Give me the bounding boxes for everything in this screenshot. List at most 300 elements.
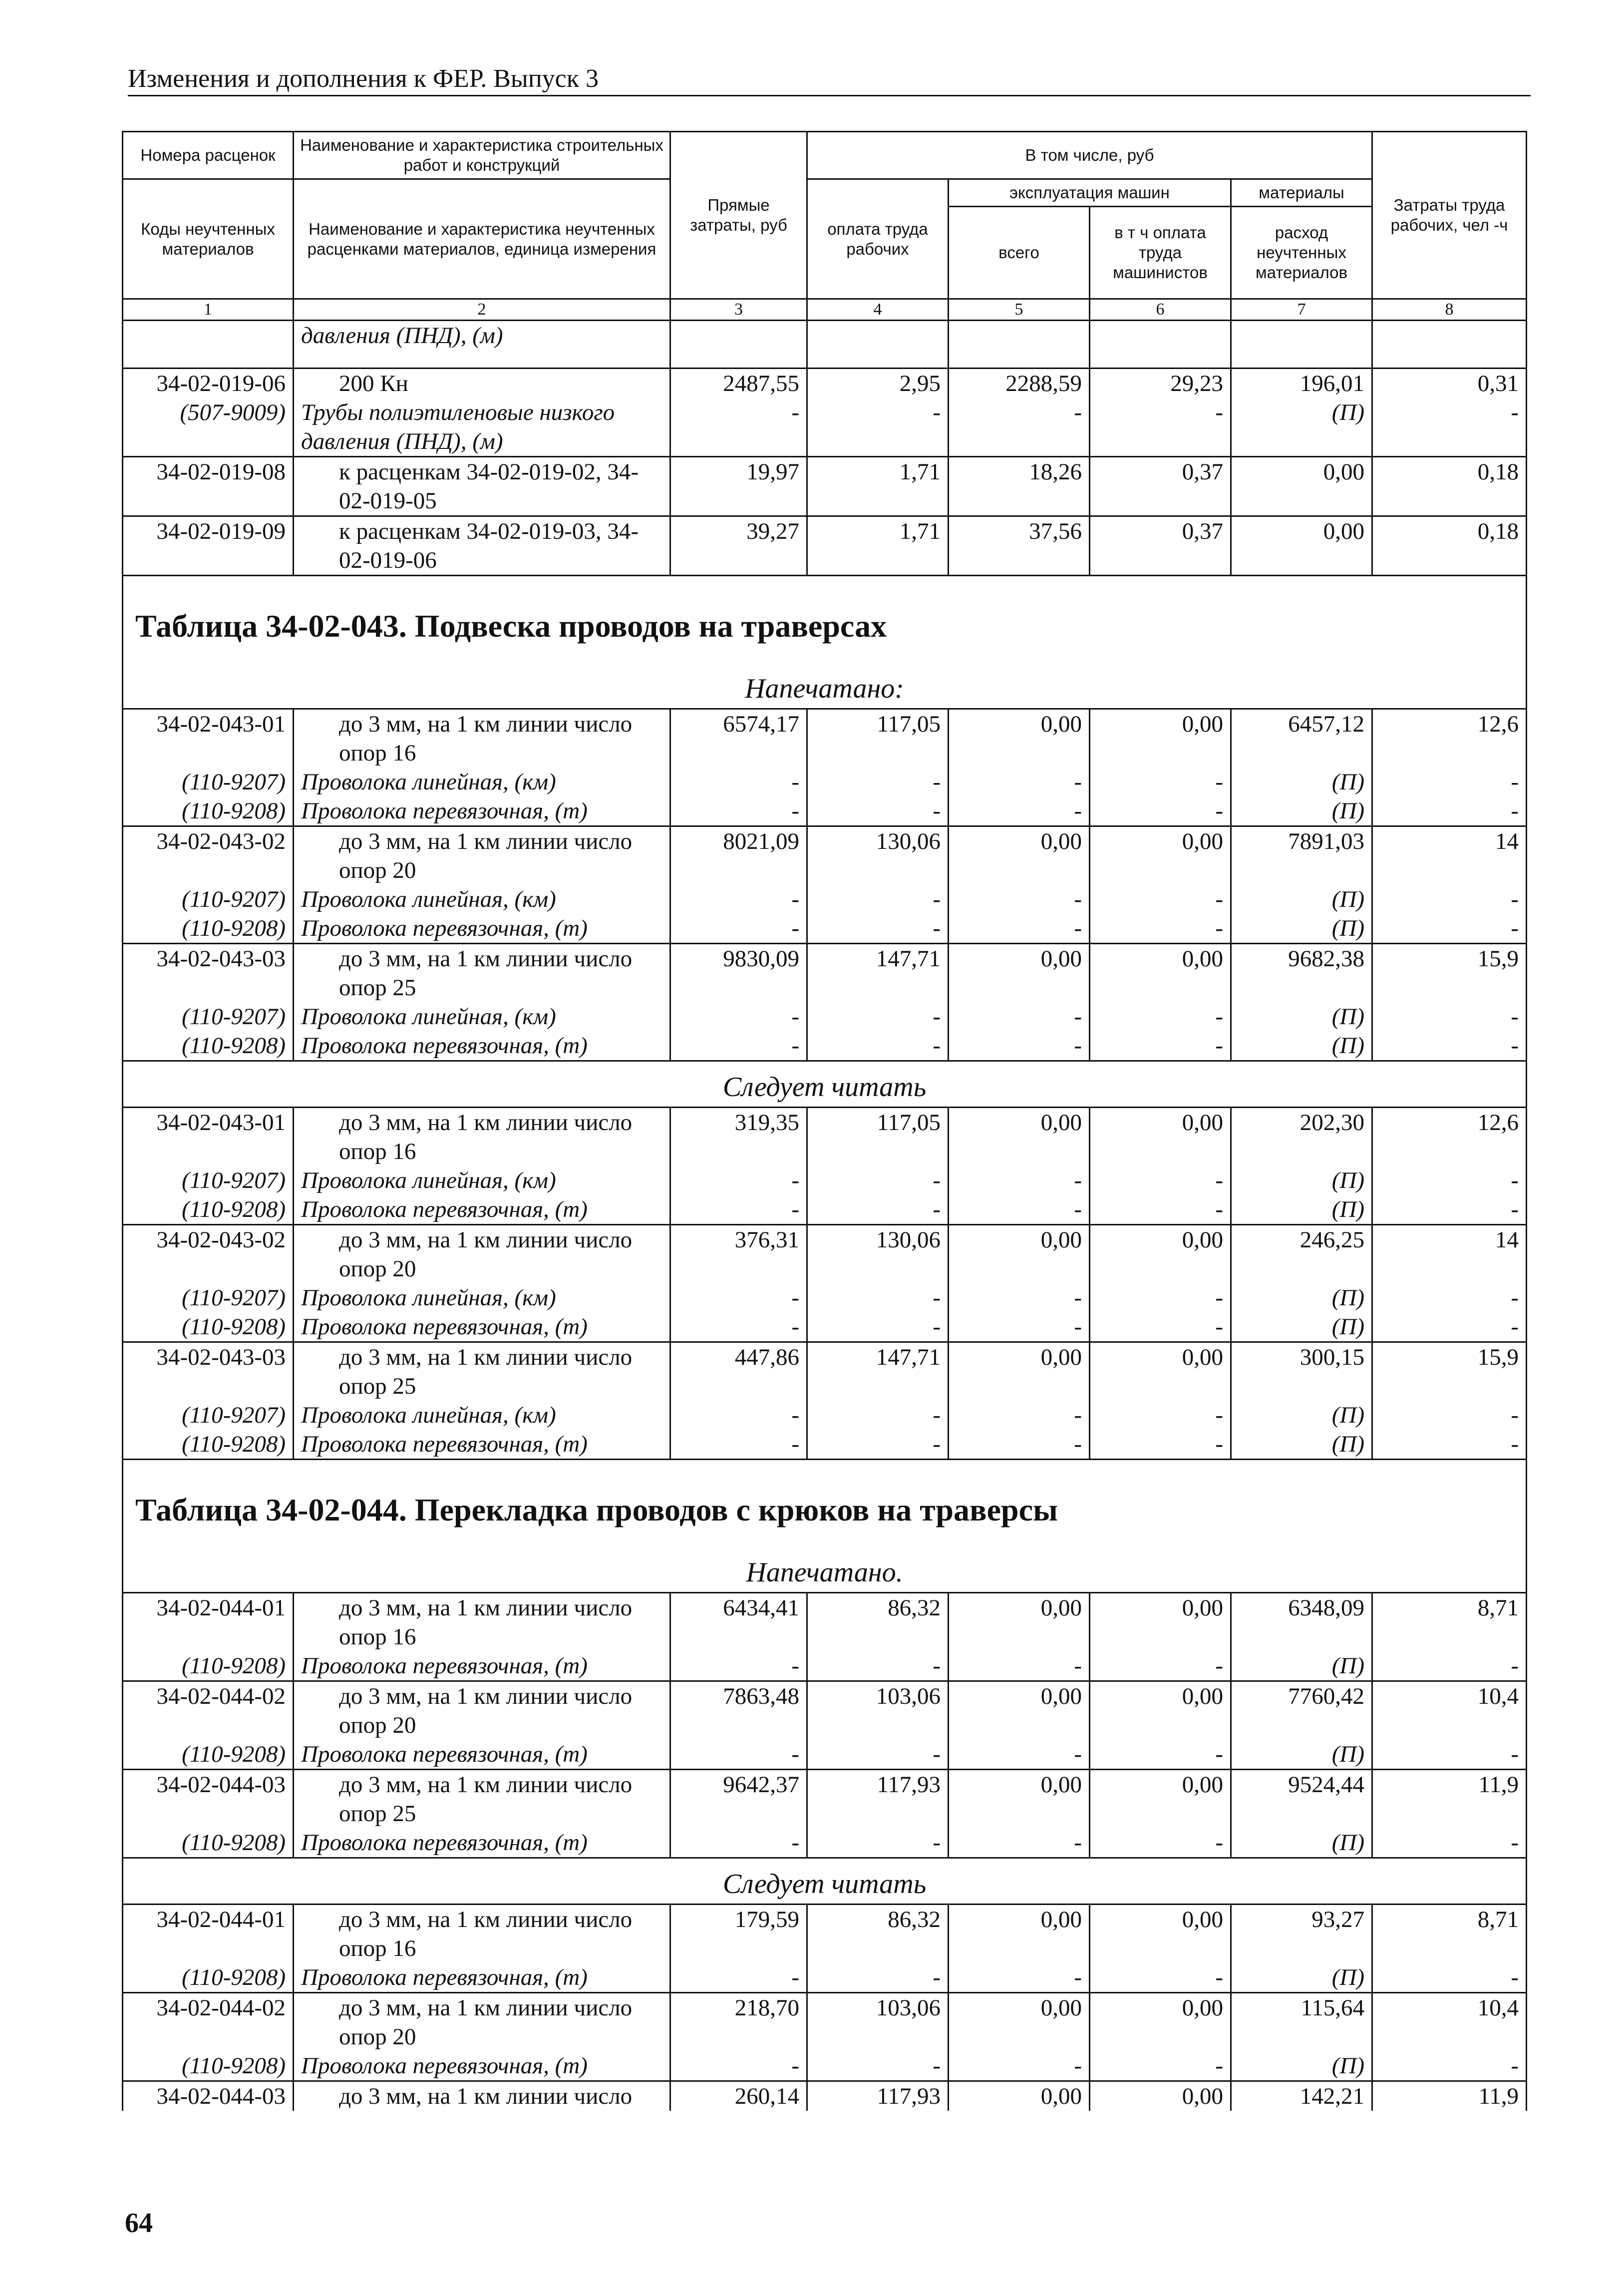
machines-total: 0,00	[949, 1905, 1090, 1963]
material-code: (110-9208)	[123, 1195, 294, 1225]
labor-hours-header: Затраты труда рабочих, чел -ч	[1372, 132, 1527, 299]
machines-total: -	[949, 1195, 1090, 1225]
material-name: Проволока перевязочная, (т)	[294, 1651, 670, 1681]
operators-pay: -	[1090, 1031, 1231, 1061]
section-title: Таблица 34-02-044. Перекладка проводов с крюков на траверсы	[135, 1492, 1058, 1528]
labor-hours: -	[1372, 1963, 1527, 1993]
col-number: 2	[294, 299, 670, 321]
material-code: (110-9207)	[123, 1283, 294, 1312]
labor-pay: -	[807, 1430, 949, 1460]
machines-header: эксплуатация машин	[949, 179, 1231, 207]
labor-hours: 15,9	[1372, 944, 1527, 1003]
direct-costs: -	[670, 767, 807, 796]
material-code: (110-9208)	[123, 914, 294, 944]
table-row	[123, 398, 1527, 457]
direct-costs: -	[670, 914, 807, 944]
direct-costs: 39,27	[670, 516, 807, 576]
operators-pay: -	[1090, 398, 1231, 457]
labor-hours: -	[1372, 796, 1527, 826]
materials-cost: 6348,09	[1231, 1593, 1372, 1652]
rate-name: к расценкам 34-02-019-03, 34-02-019-06	[294, 516, 670, 576]
operators-pay: -	[1090, 1166, 1231, 1195]
operators-pay: 0,00	[1090, 1681, 1231, 1740]
materials-cost: (П)	[1231, 1740, 1372, 1770]
materials-cost: 142,21	[1231, 2081, 1372, 2111]
materials-cost: (П)	[1231, 1312, 1372, 1342]
read-label: Следует читать	[722, 1869, 927, 1900]
machines-total: -	[949, 1651, 1090, 1681]
table-row	[123, 1108, 1527, 1166]
materials-cost: 246,25	[1231, 1225, 1372, 1284]
machines-total: -	[949, 1828, 1090, 1858]
labor-pay: -	[807, 1031, 949, 1061]
labor-pay: -	[807, 1963, 949, 1993]
labor-hours: -	[1372, 1740, 1527, 1770]
col1-top-header: Номера расценок	[123, 132, 294, 179]
machines-total: 0,00	[949, 1108, 1090, 1166]
direct-costs: -	[670, 796, 807, 826]
rate-name: к расценкам 34-02-019-02, 34-02-019-05	[294, 457, 670, 516]
labor-pay: -	[807, 1651, 949, 1681]
materials-header: материалы	[1231, 179, 1372, 207]
table-row	[123, 767, 1527, 796]
t044-read-body	[123, 1905, 1527, 2111]
rate-name: до 3 мм, на 1 км линии число опор 16	[294, 1593, 670, 1652]
labor-hours: -	[1372, 1312, 1527, 1342]
operators-pay: 0,00	[1090, 1225, 1231, 1284]
direct-costs: -	[670, 1312, 807, 1342]
direct-costs: 376,31	[670, 1225, 807, 1284]
materials-cost: (П)	[1231, 1828, 1372, 1858]
table-row	[123, 826, 1527, 885]
labor-pay: -	[807, 398, 949, 457]
material-name: Проволока линейная, (км)	[294, 1002, 670, 1031]
material-code: (110-9208)	[123, 1963, 294, 1993]
direct-costs: -	[670, 885, 807, 914]
machines-total: -	[949, 767, 1090, 796]
operators-pay: -	[1090, 914, 1231, 944]
table-row	[123, 1225, 1527, 1284]
table-row	[123, 1651, 1527, 1681]
table-row	[123, 1312, 1527, 1342]
machines-total: -	[949, 2051, 1090, 2081]
rate-code: 34-02-044-02	[123, 1681, 294, 1740]
labor-hours: -	[1372, 1828, 1527, 1858]
machines-total: -	[949, 1740, 1090, 1770]
page-header: Изменения и дополнения к ФЕР. Выпуск 3	[128, 64, 1531, 96]
operators-pay: -	[1090, 1312, 1231, 1342]
machines-total: -	[949, 1031, 1090, 1061]
t044-printed-body	[123, 1593, 1527, 1858]
section-row	[123, 1460, 1527, 1593]
direct-costs: 8021,09	[670, 826, 807, 885]
operators-pay: 0,00	[1090, 826, 1231, 885]
labor-pay: -	[807, 796, 949, 826]
col1-bottom-header: Коды неучтенных материалов	[123, 179, 294, 299]
labor-pay: -	[807, 2051, 949, 2081]
material-code: (110-9207)	[123, 1002, 294, 1031]
labor-pay: 86,32	[807, 1905, 949, 1963]
material-code: (110-9208)	[123, 1430, 294, 1460]
direct-costs: -	[670, 398, 807, 457]
materials-cost: (П)	[1231, 914, 1372, 944]
labor-pay: -	[807, 1002, 949, 1031]
direct-costs: -	[670, 1430, 807, 1460]
table-row	[123, 516, 1527, 576]
direct-costs: -	[670, 1963, 807, 1993]
labor-hours: 8,71	[1372, 1905, 1527, 1963]
machines-total: -	[949, 1002, 1090, 1031]
materials-cost: (П)	[1231, 1963, 1372, 1993]
operators-pay: -	[1090, 767, 1231, 796]
material-name: Проволока перевязочная, (т)	[294, 1828, 670, 1858]
col-number: 1	[123, 299, 294, 321]
labor-pay: 117,93	[807, 1770, 949, 1829]
rate-name: до 3 мм, на 1 км линии число опор 20	[294, 1993, 670, 2052]
table-row	[123, 457, 1527, 516]
material-name: Проволока перевязочная, (т)	[294, 1312, 670, 1342]
materials-cost: 7760,42	[1231, 1681, 1372, 1740]
machines-total: 18,26	[949, 457, 1090, 516]
direct-costs-header: Прямые затраты, руб	[670, 132, 807, 299]
direct-costs: 319,35	[670, 1108, 807, 1166]
machines-total: -	[949, 398, 1090, 457]
materials-cost: 196,01	[1231, 369, 1372, 398]
labor-hours: -	[1372, 1166, 1527, 1195]
materials-cost: (П)	[1231, 1401, 1372, 1430]
material-code: (110-9208)	[123, 1740, 294, 1770]
materials-cost: 9682,38	[1231, 944, 1372, 1003]
labor-hours: -	[1372, 2051, 1527, 2081]
labor-pay: -	[807, 1166, 949, 1195]
labor-hours: -	[1372, 885, 1527, 914]
col-number: 6	[1090, 299, 1231, 321]
rate-name: до 3 мм, на 1 км линии число опор 16	[294, 1905, 670, 1963]
labor-hours: 0,31	[1372, 369, 1527, 398]
rate-code: 34-02-019-08	[123, 457, 294, 516]
labor-hours: 8,71	[1372, 1593, 1527, 1652]
operators-pay: -	[1090, 1963, 1231, 1993]
material-name: Проволока линейная, (км)	[294, 1283, 670, 1312]
operators-pay: -	[1090, 796, 1231, 826]
labor-hours: 10,4	[1372, 1993, 1527, 2052]
labor-hours: -	[1372, 1031, 1527, 1061]
labor-pay: 130,06	[807, 826, 949, 885]
col-number: 3	[670, 299, 807, 321]
labor-pay: -	[807, 1828, 949, 1858]
materials-cost: 0,00	[1231, 457, 1372, 516]
operators-pay: 0,00	[1090, 1905, 1231, 1963]
page-number: 64	[125, 2208, 153, 2239]
materials-consumption-header: расход неучтенных материалов	[1231, 207, 1372, 299]
machines-total: 2288,59	[949, 369, 1090, 398]
section-row	[123, 1061, 1527, 1108]
direct-costs: -	[670, 1195, 807, 1225]
col2-top-header: Наименование и характеристика строительных работ и конструкций	[294, 132, 670, 179]
labor-hours: 11,9	[1372, 2081, 1527, 2111]
operators-pay: 0,00	[1090, 2081, 1231, 2111]
in-total-header: В том числе, руб	[807, 132, 1372, 179]
direct-costs: -	[670, 1828, 807, 1858]
materials-cost: (П)	[1231, 1283, 1372, 1312]
labor-hours: 15,9	[1372, 1342, 1527, 1401]
operators-pay: 0,00	[1090, 709, 1231, 768]
rate-name: до 3 мм, на 1 км линии число	[294, 2081, 670, 2111]
material-name: Проволока линейная, (км)	[294, 767, 670, 796]
rate-name: до 3 мм, на 1 км линии число опор 20	[294, 1225, 670, 1284]
table-row	[123, 796, 1527, 826]
machines-total: -	[949, 796, 1090, 826]
rate-code: 34-02-044-01	[123, 1593, 294, 1652]
material-name: Проволока линейная, (км)	[294, 1401, 670, 1430]
machines-total: 0,00	[949, 1225, 1090, 1284]
table-row	[123, 321, 1527, 369]
material-name: Проволока линейная, (км)	[294, 885, 670, 914]
printed-label: Напечатано.	[746, 1557, 903, 1588]
direct-costs: -	[670, 2051, 807, 2081]
estimates-table	[122, 131, 1527, 2111]
operators-pay: -	[1090, 1401, 1231, 1430]
operators-pay: 0,00	[1090, 1770, 1231, 1829]
direct-costs: -	[670, 1002, 807, 1031]
material-code: (110-9208)	[123, 1828, 294, 1858]
materials-cost: 6457,12	[1231, 709, 1372, 768]
materials-cost: (П)	[1231, 767, 1372, 796]
materials-cost: (П)	[1231, 1430, 1372, 1460]
labor-pay: -	[807, 1283, 949, 1312]
materials-cost: (П)	[1231, 398, 1372, 457]
machines-total: -	[949, 1401, 1090, 1430]
direct-costs: 6574,17	[670, 709, 807, 768]
table-row	[123, 2081, 1527, 2111]
rate-code: 34-02-044-03	[123, 2081, 294, 2111]
labor-hours: 11,9	[1372, 1770, 1527, 1829]
labor-pay: 117,05	[807, 1108, 949, 1166]
table-row	[123, 914, 1527, 944]
material-name: Проволока перевязочная, (т)	[294, 1740, 670, 1770]
operators-pay: -	[1090, 1651, 1231, 1681]
direct-costs: 9830,09	[670, 944, 807, 1003]
labor-hours: 14	[1372, 826, 1527, 885]
direct-costs: 9642,37	[670, 1770, 807, 1829]
labor-hours: 0,18	[1372, 516, 1527, 576]
materials-cost: (П)	[1231, 796, 1372, 826]
materials-cost: 9524,44	[1231, 1770, 1372, 1829]
operators-pay: 0,00	[1090, 1342, 1231, 1401]
rate-code: 34-02-043-03	[123, 1342, 294, 1401]
table-row	[123, 1993, 1527, 2052]
table-row	[123, 1342, 1527, 1401]
direct-costs: -	[670, 1401, 807, 1430]
col-number: 8	[1372, 299, 1527, 321]
section-row	[123, 1858, 1527, 1905]
t043-read-body	[123, 1108, 1527, 1460]
direct-costs: 260,14	[670, 2081, 807, 2111]
labor-hours: -	[1372, 1430, 1527, 1460]
rate-code: 34-02-043-03	[123, 944, 294, 1003]
labor-pay: 103,06	[807, 1681, 949, 1740]
table-header	[123, 132, 1527, 321]
machines-total: 0,00	[949, 826, 1090, 885]
materials-cost: 115,64	[1231, 1993, 1372, 2052]
table-row	[123, 1681, 1527, 1740]
operators-pay: 0,00	[1090, 1108, 1231, 1166]
direct-costs: 19,97	[670, 457, 807, 516]
machines-total: -	[949, 885, 1090, 914]
table-row	[123, 1002, 1527, 1031]
machines-total: -	[949, 1963, 1090, 1993]
materials-cost: 7891,03	[1231, 826, 1372, 885]
machines-total: 0,00	[949, 944, 1090, 1003]
read-label: Следует читать	[722, 1072, 927, 1103]
machines-total: -	[949, 1430, 1090, 1460]
labor-pay: 147,71	[807, 1342, 949, 1401]
labor-pay: 86,32	[807, 1593, 949, 1652]
direct-costs: 7863,48	[670, 1681, 807, 1740]
material-name: Трубы полиэтиленовые низкого давления (ПНД), (м)	[294, 398, 670, 457]
material-code: (110-9207)	[123, 1166, 294, 1195]
labor-pay: -	[807, 1195, 949, 1225]
labor-hours: -	[1372, 1195, 1527, 1225]
material-name: Проволока перевязочная, (т)	[294, 914, 670, 944]
materials-cost: (П)	[1231, 2051, 1372, 2081]
operators-pay: 0,00	[1090, 1593, 1231, 1652]
operators-pay: -	[1090, 2051, 1231, 2081]
machines-total: -	[949, 914, 1090, 944]
col2-bottom-header: Наименование и характеристика неучтенных расценками материалов, единица измерения	[294, 179, 670, 299]
col-number: 4	[807, 299, 949, 321]
materials-cost: (П)	[1231, 885, 1372, 914]
labor-pay: 103,06	[807, 1993, 949, 2052]
labor-hours: 0,18	[1372, 457, 1527, 516]
material-name: Проволока перевязочная, (т)	[294, 1031, 670, 1061]
rate-name: до 3 мм, на 1 км линии число опор 16	[294, 1108, 670, 1166]
material-name: Проволока перевязочная, (т)	[294, 1195, 670, 1225]
labor-hours: -	[1372, 1651, 1527, 1681]
continued-name: давления (ПНД), (м)	[294, 321, 670, 369]
operators-pay: 0,37	[1090, 516, 1231, 576]
labor-pay: 1,71	[807, 516, 949, 576]
table-row	[123, 1593, 1527, 1652]
labor-hours: 12,6	[1372, 1108, 1527, 1166]
labor-hours: -	[1372, 1002, 1527, 1031]
material-name: Проволока перевязочная, (т)	[294, 1963, 670, 1993]
machines-total: 0,00	[949, 2081, 1090, 2111]
table-row	[123, 885, 1527, 914]
section-title: Таблица 34-02-043. Подвеска проводов на траверсах	[135, 608, 887, 644]
operators-pay: -	[1090, 1002, 1231, 1031]
machines-total: 37,56	[949, 516, 1090, 576]
table-row	[123, 1195, 1527, 1225]
operators-pay: -	[1090, 885, 1231, 914]
direct-costs: 179,59	[670, 1905, 807, 1963]
rate-name: до 3 мм, на 1 км линии число опор 20	[294, 826, 670, 885]
labor-pay-header: оплата труда рабочих	[807, 179, 949, 299]
direct-costs: -	[670, 1651, 807, 1681]
direct-costs: -	[670, 1283, 807, 1312]
rate-code: 34-02-043-02	[123, 826, 294, 885]
rate-code: 34-02-044-02	[123, 1993, 294, 2052]
operators-pay-header: в т ч оплата труда машинистов	[1090, 207, 1231, 299]
table-row	[123, 709, 1527, 768]
machines-total: 0,00	[949, 1681, 1090, 1740]
rate-code: 34-02-044-01	[123, 1905, 294, 1963]
direct-costs: 6434,41	[670, 1593, 807, 1652]
t043-printed-body	[123, 709, 1527, 1061]
labor-hours: 14	[1372, 1225, 1527, 1284]
printed-label: Напечатано:	[745, 673, 904, 704]
labor-pay: -	[807, 1740, 949, 1770]
rate-name: до 3 мм, на 1 км линии число опор 25	[294, 944, 670, 1003]
labor-pay: -	[807, 767, 949, 796]
operators-pay: 29,23	[1090, 369, 1231, 398]
rate-code: 34-02-019-09	[123, 516, 294, 576]
operators-pay: 0,00	[1090, 1993, 1231, 2052]
labor-pay: -	[807, 1401, 949, 1430]
operators-pay: 0,37	[1090, 457, 1231, 516]
table-row	[123, 1905, 1527, 1963]
machines-total: 0,00	[949, 1993, 1090, 2052]
materials-cost: (П)	[1231, 1651, 1372, 1681]
material-code: (110-9208)	[123, 1031, 294, 1061]
direct-costs: 2487,55	[670, 369, 807, 398]
rate-name: до 3 мм, на 1 км линии число опор 20	[294, 1681, 670, 1740]
materials-cost: 0,00	[1231, 516, 1372, 576]
labor-hours: 12,6	[1372, 709, 1527, 768]
section-row	[123, 576, 1527, 709]
operators-pay: -	[1090, 1430, 1231, 1460]
machines-total: -	[949, 1312, 1090, 1342]
operators-pay: 0,00	[1090, 944, 1231, 1003]
material-code: (507-9009)	[123, 398, 294, 457]
machines-total: 0,00	[949, 1593, 1090, 1652]
col-number: 5	[949, 299, 1090, 321]
materials-cost: (П)	[1231, 1166, 1372, 1195]
labor-hours: -	[1372, 914, 1527, 944]
table-row	[123, 1283, 1527, 1312]
table-row	[123, 2051, 1527, 2081]
direct-costs: -	[670, 1166, 807, 1195]
rate-name: 200 Кн	[294, 369, 670, 398]
material-code: (110-9207)	[123, 1401, 294, 1430]
machines-total: 0,00	[949, 709, 1090, 768]
labor-pay: 147,71	[807, 944, 949, 1003]
labor-pay: 2,95	[807, 369, 949, 398]
material-name: Проволока перевязочная, (т)	[294, 2051, 670, 2081]
material-name: Проволока перевязочная, (т)	[294, 1430, 670, 1460]
table-row	[123, 1770, 1527, 1829]
table-row	[123, 1401, 1527, 1430]
table-row	[123, 1166, 1527, 1195]
materials-cost: (П)	[1231, 1031, 1372, 1061]
table-row	[123, 1430, 1527, 1460]
material-code: (110-9207)	[123, 767, 294, 796]
labor-hours: -	[1372, 1401, 1527, 1430]
labor-hours: 10,4	[1372, 1681, 1527, 1740]
labor-pay: 130,06	[807, 1225, 949, 1284]
labor-pay: 117,93	[807, 2081, 949, 2111]
rate-code: 34-02-043-02	[123, 1225, 294, 1284]
material-name: Проволока перевязочная, (т)	[294, 796, 670, 826]
labor-pay: -	[807, 914, 949, 944]
rate-name: до 3 мм, на 1 км линии число опор 25	[294, 1342, 670, 1401]
rate-code: 34-02-019-06	[123, 369, 294, 398]
col-number: 7	[1231, 299, 1372, 321]
material-code: (110-9208)	[123, 796, 294, 826]
labor-pay: -	[807, 885, 949, 914]
materials-cost: 93,27	[1231, 1905, 1372, 1963]
materials-cost: (П)	[1231, 1002, 1372, 1031]
